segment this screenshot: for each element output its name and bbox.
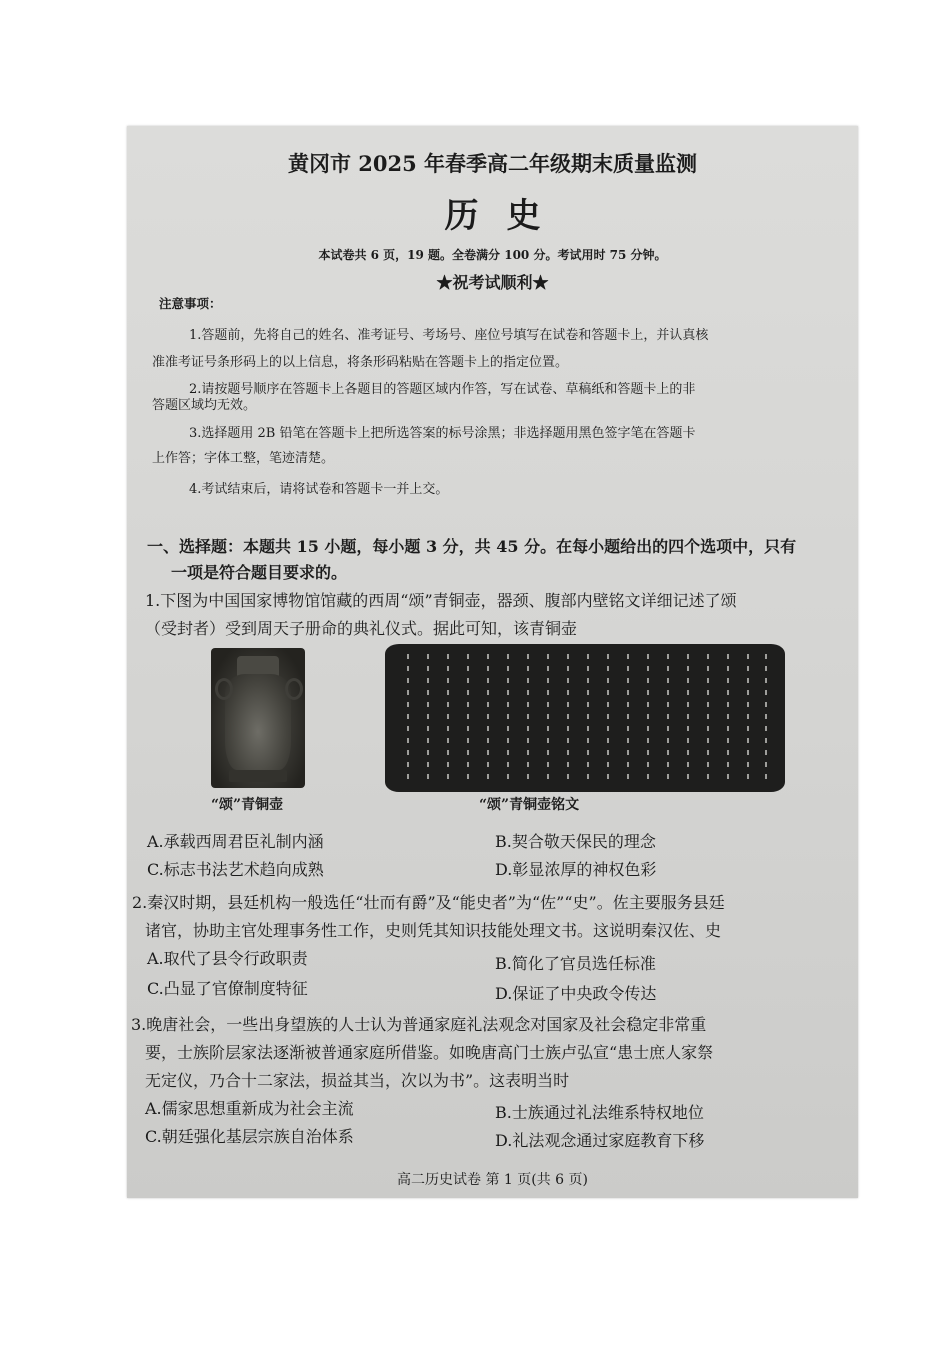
notice-line: 准准考证号条形码上的以上信息，将条形码粘贴在答题卡上的指定位置。 [152, 355, 569, 370]
question-3-line: 无定仪，乃合十二家法，损益其当，次以为书”。这表明当时 [145, 1071, 570, 1090]
vessel-caption: “颂”青铜壶 [211, 797, 284, 813]
option-b: B.契合敬天保民的理念 [495, 832, 656, 851]
question-2-line: 2.秦汉时期，县廷机构一般选任“壮而有爵”及“能史者”为“佐”“史”。佐主要服务县廷 [132, 893, 725, 912]
question-1-line: 1.下图为中国国家博物馆馆藏的西周“颂”青铜壶，器颈、腹部内壁铭文详细记述了颂 [145, 591, 737, 610]
option-b: B.简化了官员选任标准 [495, 954, 656, 973]
bronze-vessel-photo [211, 648, 305, 788]
option-a: A.承载西周君臣礼制内涵 [147, 832, 324, 851]
notice-line: 上作答；字体工整，笔迹清楚。 [152, 451, 335, 466]
section-heading-cont: 一项是符合题目要求的。 [171, 563, 348, 582]
section-heading: 一、选择题：本题共 15 小题，每小题 3 分，共 45 分。在每小题给出的四个选项中，只有 [147, 537, 797, 556]
inscription-rubbing-photo [385, 644, 785, 792]
rubbing-caption: “颂”青铜壶铭文 [479, 797, 580, 813]
notice-heading: 注意事项： [159, 296, 222, 311]
notice-line: 4.考试结束后，请将试卷和答题卡一并上交。 [189, 482, 449, 497]
exam-page [127, 126, 858, 1198]
option-c: C.凸显了官僚制度特征 [147, 979, 308, 998]
question-3-line: 3.晚唐社会，一些出身望族的人士认为普通家庭礼法观念对国家及社会稳定非常重 [131, 1015, 707, 1034]
option-c: C.标志书法艺术趋向成熟 [147, 860, 324, 879]
option-a: A.取代了县令行政职责 [147, 949, 308, 968]
question-2-line: 诸官，协助主官处理事务性工作，史则凭其知识技能处理文书。这说明秦汉佐、史 [145, 921, 722, 940]
subject-title: 历史 [444, 196, 569, 236]
option-a: A.儒家思想重新成为社会主流 [145, 1099, 354, 1118]
exam-info: 本试卷共 6 页，19 题。全卷满分 100 分。考试用时 75 分钟。 [318, 248, 667, 262]
blessing-line: ★祝考试顺利★ [436, 273, 549, 292]
option-b: B.士族通过礼法维系特权地位 [495, 1103, 704, 1122]
exam-title: 黄冈市 2025 年春季高二年级期末质量监测 [287, 151, 698, 176]
option-d: D.礼法观念通过家庭教育下移 [495, 1131, 705, 1150]
notice-line: 2.请按题号顺序在答题卡上各题目的答题区域内作答，写在试卷、草稿纸和答题卡上的非 [189, 382, 696, 397]
question-1-line: （受封者）受到周天子册命的典礼仪式。据此可知，该青铜壶 [145, 619, 578, 638]
option-c: C.朝廷强化基层宗族自治体系 [145, 1127, 354, 1146]
page-footer: 高二历史试卷 第 1 页(共 6 页) [397, 1172, 588, 1188]
option-d: D.保证了中央政令传达 [495, 984, 657, 1003]
notice-line: 1.答题前，先将自己的姓名、准考证号、考场号、座位号填写在试卷和答题卡上，并认真核 [189, 328, 709, 343]
notice-line: 3.选择题用 2B 铅笔在答题卡上把所选答案的标号涂黑；非选择题用黑色签字笔在答题卡 [189, 426, 696, 441]
option-d: D.彰显浓厚的神权色彩 [495, 860, 657, 879]
notice-line: 答题区域均无效。 [152, 398, 257, 413]
question-3-line: 要，士族阶层家法逐渐被普通家庭所借鉴。如晚唐高门士族卢弘宣“患士庶人家祭 [145, 1043, 714, 1062]
